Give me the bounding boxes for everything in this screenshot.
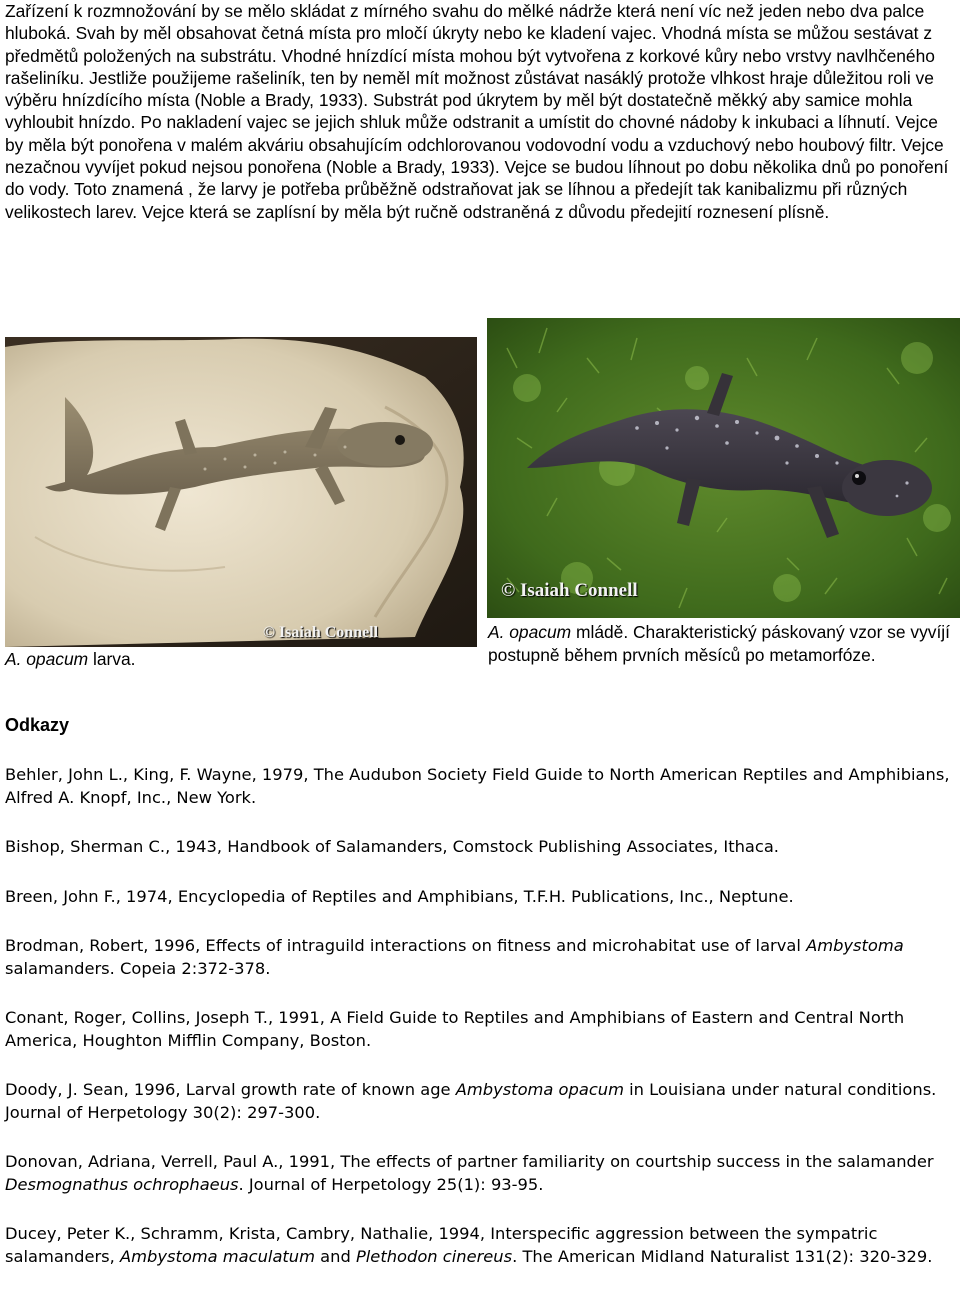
reference-italic-taxon: Ambystoma maculatum xyxy=(120,1246,315,1266)
larva-caption xyxy=(5,648,465,671)
juvenile-caption xyxy=(488,621,956,666)
reference-italic-taxon: Ambystoma opacum xyxy=(455,1080,624,1099)
reference-text-mid: and xyxy=(314,1246,356,1266)
larva-photo-credit: © Isaiah Connell xyxy=(263,624,379,641)
reference-text: Breen, John F., 1974, Encyclopedia of Reptiles and Amphibians, T.F.H. Publications, Inc., Neptune. xyxy=(5,886,794,906)
reference-item xyxy=(5,1223,950,1268)
reference-text-tail: . Journal of Herpetology 25(1): 93-95. xyxy=(238,1174,544,1194)
reference-italic-taxon: Desmognathus ochrophaeus xyxy=(5,1174,239,1194)
juvenile-photo-credit: © Isaiah Connell xyxy=(501,580,638,601)
reference-text: Brodman, Robert, 1996, Effects of intraguild interactions on fitness and microhabitat use of larval xyxy=(5,936,807,955)
reference-item xyxy=(5,836,950,859)
larva-caption-text: larva. xyxy=(88,649,136,669)
larva-photo-image xyxy=(5,337,477,647)
reference-item xyxy=(5,764,950,809)
juvenile-caption-text: mládě. Charakteristický páskovaný vzor se vyvíjí postupně během prvních měsíců po metamorfóze. xyxy=(488,622,950,665)
larva-photo xyxy=(5,337,477,647)
reference-text: Doody, J. Sean, 1996, Larval growth rate of known age xyxy=(5,1080,456,1099)
juvenile-photo xyxy=(487,318,960,618)
reference-text-tail: in Louisiana under natural conditions. Journal of Herpetology 30(2): 297-300. xyxy=(5,1080,937,1122)
juvenile-photo-image xyxy=(487,318,960,618)
reference-text: Bishop, Sherman C., 1943, Handbook of Salamanders, Comstock Publishing Associates, Ithaca. xyxy=(5,837,779,856)
reference-text: Conant, Roger, Collins, Joseph T., 1991, A Field Guide to Reptiles and Amphibians of Eastern and Central North America, Houghton Mifflin Company, Boston. xyxy=(5,1008,905,1050)
reference-item xyxy=(5,1007,950,1052)
reference-italic-taxon: Ambystoma xyxy=(806,936,904,955)
reference-text: Ducey, Peter K., Schramm, Krista, Cambry, Nathalie, 1994, Interspecific aggression between the sympatric salamanders, xyxy=(5,1224,878,1266)
reference-text-tail: salamanders. Copeia 2:372-378. xyxy=(5,958,271,978)
intro-paragraph: Zařízení k rozmnožování by se mělo skládat z mírného svahu do mělké nádrže která není víc než jeden nebo dva palce hluboká. Svah by měl obsahovat četná místa pro mločí úkryty nebo ke kladení vajec. Vhodná místa se můžou sestávat z předmětů položených na substrátu. Vhodné hnízdící místa mohou být vytvořena z korkové kůry nebo vrstvy navlhčeného rašeliníku. Jestliže použijeme rašeliník, ten by neměl mít možnost zůstávat nasáklý protože vlhkost hraje důležitou roli ve výběru hnízdícího místa (Noble a Brady, 1933). Substrát pod úkrytem by měl být dostatečně měkký aby samice mohla vyhloubit hnízdo. Po nakladení vajec se jejich shluk může odstranit a umístit do chovné nádoby k inkubaci a líhnutí. Vejce by měla být ponořena v malém akváriu obsahujícím odchlorovanou vodovodní vodu a vzduchový nebo houbový filtr. Vejce nezačnou vyvíjet pokud nejsou ponořena (Noble a Brady, 1933). Vejce se budou líhnout po dobu několika dnů po ponoření do vody. Toto znamená , že larvy je potřeba průběžně odstraňovat jak se líhnou a předejít tak kanibalizmu při různých velikostech larev. Vejce která se zaplísní by měla být ručně odstraněná z důvodu předejití roznesení plísně. xyxy=(5,1,949,222)
reference-italic-taxon: Plethodon cinereus xyxy=(355,1246,513,1266)
reference-item xyxy=(5,886,950,909)
references-heading: Odkazy xyxy=(5,715,70,735)
references-list xyxy=(5,764,950,1295)
juvenile-caption-species: A. opacum xyxy=(488,622,572,642)
reference-text-tail: . The American Midland Naturalist 131(2): 320-329. xyxy=(512,1246,933,1266)
larva-caption-species: A. opacum xyxy=(5,649,89,669)
reference-item xyxy=(5,935,950,980)
reference-item xyxy=(5,1151,950,1196)
reference-text: Donovan, Adriana, Verrell, Paul A., 1991, The effects of partner familiarity on courtship success in the salamander xyxy=(5,1152,934,1171)
reference-text: Behler, John L., King, F. Wayne, 1979, The Audubon Society Field Guide to North American Reptiles and Amphibians, Alfred A. Knopf, Inc., New York. xyxy=(5,765,950,807)
reference-item xyxy=(5,1079,950,1124)
